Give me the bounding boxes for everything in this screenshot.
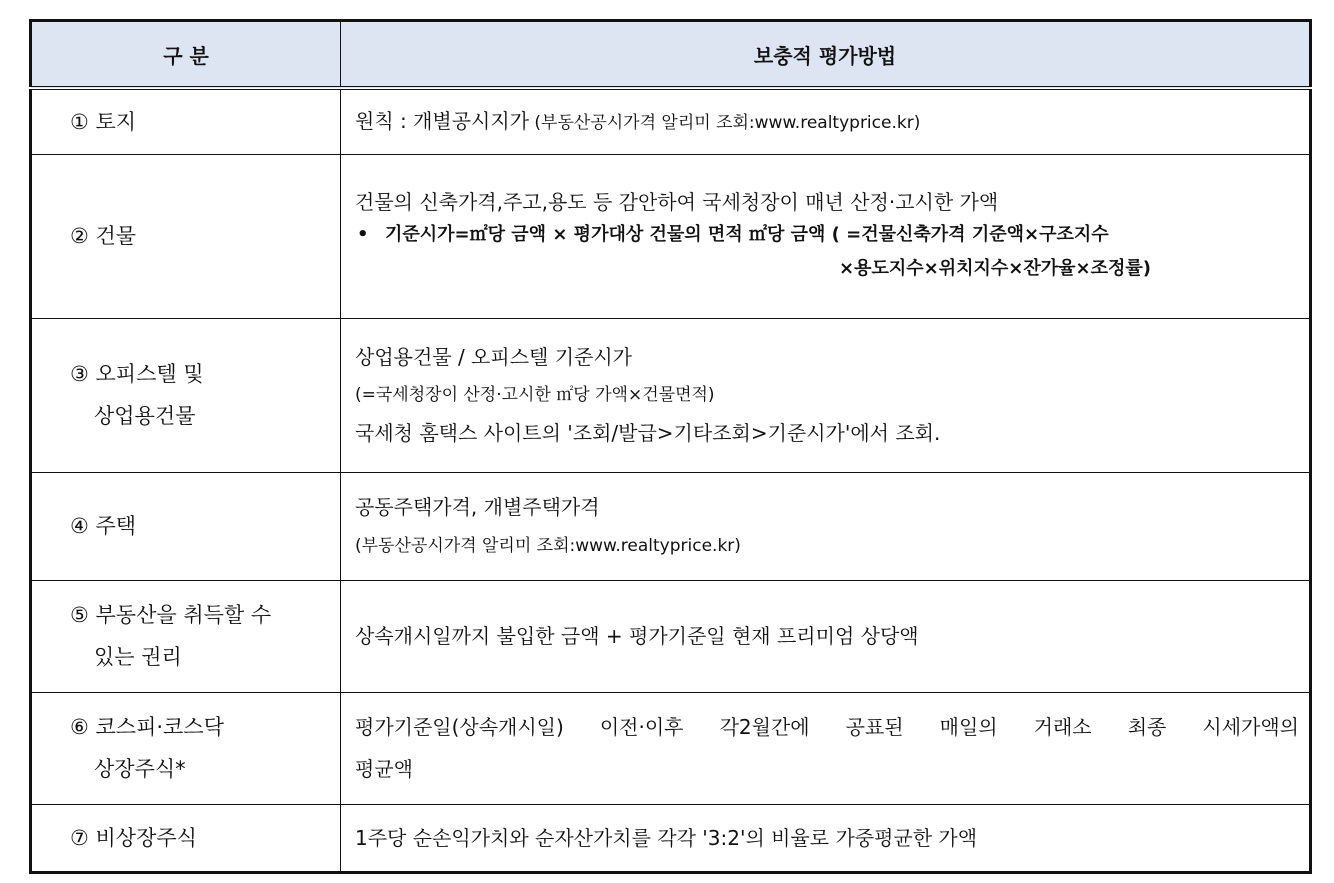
table-row <box>31 154 1311 318</box>
method-line: 1주당 순손익가치와 순자산가치를 각각 '3:2'의 비율로 가중평균한 가액 <box>355 825 978 850</box>
category-label-cont: 상업용건물 <box>94 404 196 428</box>
category-cell <box>31 472 341 580</box>
table-row <box>31 318 1311 472</box>
table-row <box>31 88 1311 154</box>
category-cell <box>31 88 341 154</box>
valuation-methods-table <box>29 19 1312 874</box>
header-row <box>31 21 1311 89</box>
table-row <box>31 804 1311 872</box>
category-label: ⑦ 비상장주식 <box>70 825 197 850</box>
category-label-cont: 상장주식* <box>94 757 186 781</box>
method-note: (부동산공시가격 알리미 조회:www.realtyprice.kr) <box>529 112 921 133</box>
header-category: 구 분 <box>31 21 341 89</box>
formula-text: 기준시가=㎡당 금액 × 평가대상 건물의 면적 ㎡당 금액 ( =건물신축가격 기준액×구조지수 <box>385 224 1109 245</box>
bullet-icon: • <box>357 224 369 245</box>
formula-continuation: ×용도지수×위치지수×잔가율×조정률) <box>839 258 1151 279</box>
method-cell <box>341 154 1311 318</box>
method-line: 국세청 홈택스 사이트의 '조회/발급>기타조회>기준시가'에서 조회. <box>355 421 941 445</box>
method-note: (=국세청장이 산정·고시한 ㎡당 가액×건물면적) <box>355 385 715 405</box>
method-line: 상속개시일까지 불입한 금액 + 평가기준일 현재 프리미엄 상당액 <box>355 624 919 648</box>
method-cell <box>341 580 1311 692</box>
category-label: ④ 주택 <box>70 514 137 538</box>
category-label-cont: 있는 권리 <box>94 645 182 669</box>
header-method: 보충적 평가방법 <box>341 21 1311 89</box>
method-main: 원칙 : 개별공시지가 <box>355 108 530 133</box>
category-cell <box>31 580 341 692</box>
method-line: 평가기준일(상속개시일) 이전·이후 각2월간에 공표된 매일의 거래소 최종 시세가액의 <box>355 715 1299 739</box>
method-note: (부동산공시가격 알리미 조회:www.realtyprice.kr) <box>355 536 741 556</box>
table-row <box>31 472 1311 580</box>
method-line: 상업용건물 / 오피스텔 기준시가 <box>355 345 632 369</box>
table-row <box>31 692 1311 804</box>
category-cell <box>31 692 341 804</box>
category-label: ⑥ 코스피·코스닥 <box>70 715 224 739</box>
method-cell <box>341 88 1311 154</box>
method-line: 건물의 신축가격,주고,용도 등 감안하여 국세청장이 매년 산정·고시한 가액 <box>355 190 999 214</box>
category-label: ③ 오피스텔 및 <box>70 362 204 386</box>
method-cell <box>341 692 1311 804</box>
category-label: ② 건물 <box>70 224 137 248</box>
formula-line <box>355 218 1299 252</box>
category-label: ⑤ 부동산을 취득할 수 <box>70 603 272 627</box>
method-line: 평균액 <box>355 757 413 781</box>
method-cell <box>341 318 1311 472</box>
category-cell <box>31 318 341 472</box>
table-row <box>31 580 1311 692</box>
category-cell <box>31 154 341 318</box>
method-cell <box>341 472 1311 580</box>
method-line: 공동주택가격, 개별주택가격 <box>355 495 600 519</box>
category-cell <box>31 804 341 872</box>
method-cell <box>341 804 1311 872</box>
category-label: ① 토지 <box>70 109 137 134</box>
